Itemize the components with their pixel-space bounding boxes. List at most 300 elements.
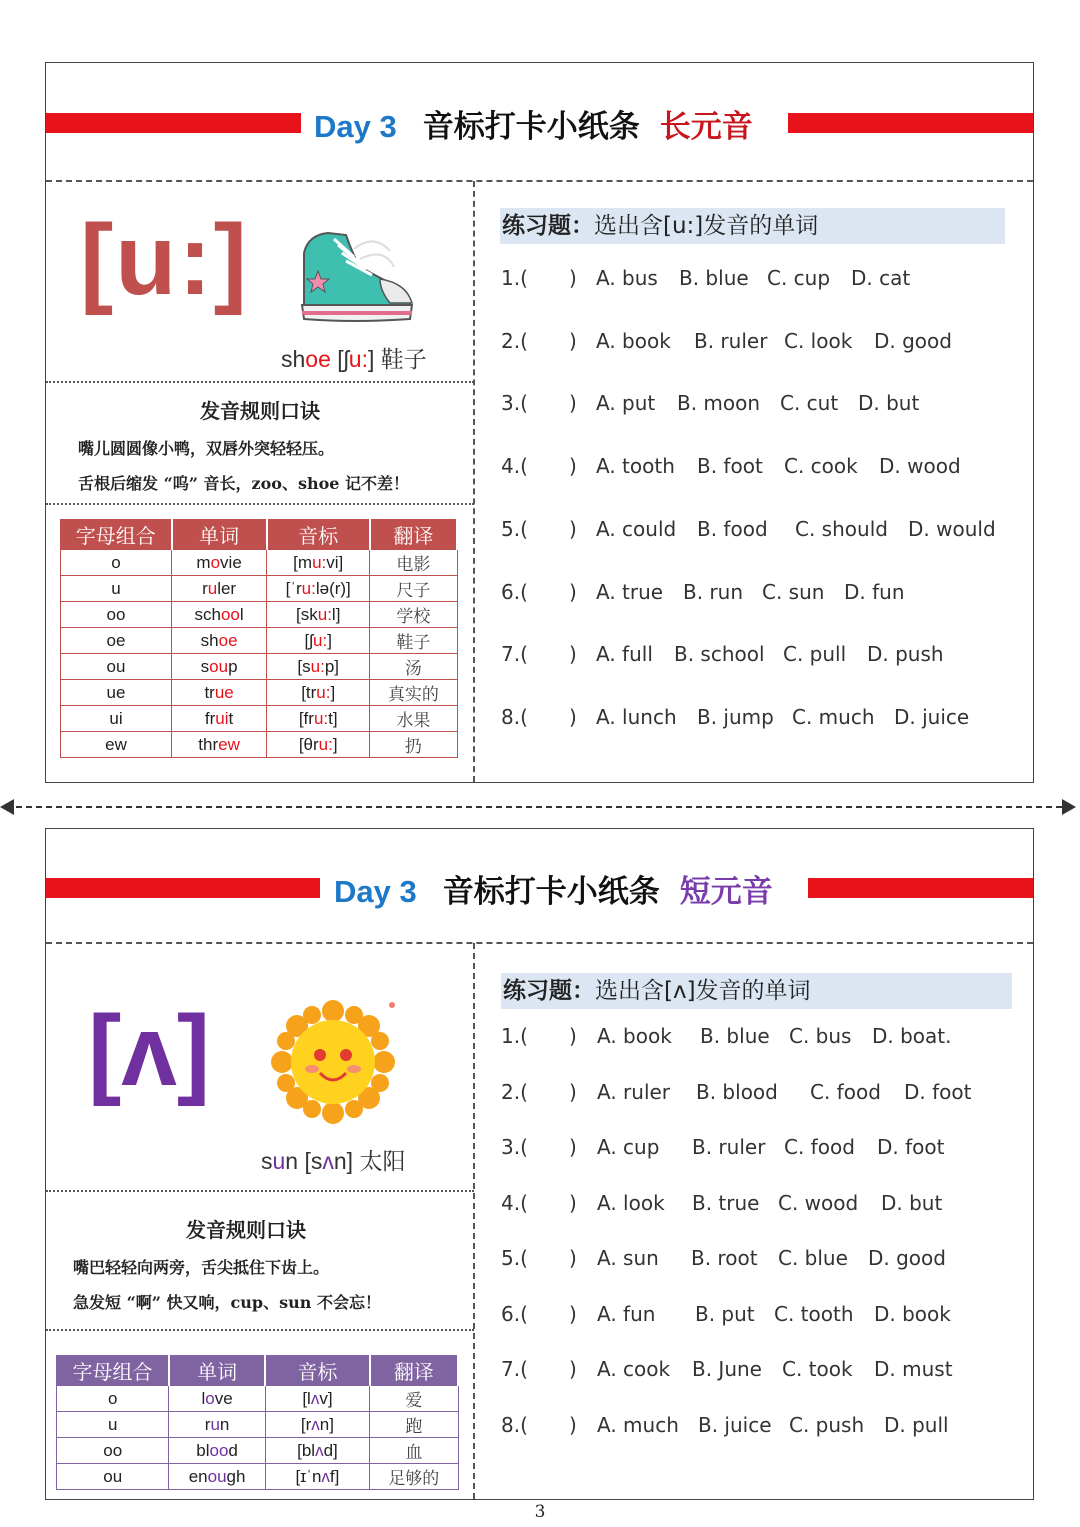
answer-option: C. wood <box>778 1190 859 1215</box>
word-part: en <box>188 1466 208 1486</box>
table-row <box>61 680 458 706</box>
table-row <box>61 576 458 602</box>
table-row <box>61 602 458 628</box>
ipa-part: [m <box>293 552 313 572</box>
word-part: s <box>261 1148 273 1174</box>
ipa-part: [ʃ <box>304 630 313 650</box>
answer-option: C. cup <box>767 266 831 290</box>
question-number: 5.( <box>501 516 528 541</box>
table-row <box>61 706 458 732</box>
word-part: thr <box>198 734 219 754</box>
rule-line-1: 嘴巴轻轻向两旁，舌尖抵住下齿上。 <box>73 1258 330 1277</box>
answer-option: C. cook <box>784 454 858 479</box>
word-part: r <box>204 1414 211 1434</box>
ipa-highlight: u: <box>316 682 331 702</box>
question-number: 3.( <box>501 1135 528 1159</box>
ipa-highlight: ʌ <box>322 1148 334 1174</box>
answer-option: D. but <box>881 1190 943 1215</box>
word-cell <box>172 706 267 732</box>
column-header: 音标 <box>265 1356 369 1386</box>
ipa-part: [l <box>302 1388 311 1408</box>
word-highlight: oo <box>220 604 240 624</box>
word-highlight: ou <box>207 1466 227 1486</box>
word-cell <box>172 732 267 758</box>
answer-option: A. full <box>596 642 653 667</box>
rule-title: 发音规则口诀 <box>186 1218 306 1242</box>
answer-option: A. could <box>596 516 677 541</box>
ipa-part: lə(r)] <box>315 578 351 598</box>
answer-option: C. cut <box>780 391 839 416</box>
translation-cell: 电影 <box>370 550 457 576</box>
word-part: n <box>285 1148 299 1174</box>
card-title: 音标打卡小纸条 <box>442 874 660 910</box>
answer-option: B. foot <box>697 454 763 479</box>
question-row <box>501 1413 1021 1441</box>
exercise-label: 练习题： <box>503 978 595 1004</box>
question-number: 1.( <box>501 266 528 290</box>
word-part: ler <box>217 578 237 598</box>
answer-option: C. food <box>784 1135 855 1159</box>
ipa-part: ] <box>330 682 336 702</box>
ipa-part: t] <box>328 708 338 728</box>
word-part: sch <box>194 604 221 624</box>
question-number: 8.( <box>501 1412 528 1437</box>
word-part: gh <box>226 1466 246 1486</box>
column-header: 单词 <box>169 1356 265 1386</box>
divider <box>46 180 1033 182</box>
word-highlight: ou <box>209 656 229 676</box>
question-row <box>501 391 1021 419</box>
answer-option: C. sun <box>762 579 825 604</box>
word-cell <box>169 1438 265 1464</box>
answer-blank: ) <box>569 1301 577 1326</box>
answer-option: A. put <box>596 391 656 416</box>
vowel-type-tag: 长元音 <box>659 109 753 145</box>
spelling-table <box>60 519 458 758</box>
question-number: 2.( <box>501 1079 528 1104</box>
ipa-part: [s <box>304 1148 323 1174</box>
column-divider <box>473 181 475 782</box>
answer-option: A. sun <box>597 1246 659 1270</box>
answer-option: D. foot <box>877 1135 945 1159</box>
header-bar-right <box>788 113 1033 133</box>
answer-option: C. took <box>782 1357 853 1381</box>
answer-option: A. fun <box>597 1301 656 1326</box>
ipa-highlight: u: <box>310 656 325 676</box>
answer-option: B. blood <box>696 1079 778 1104</box>
word-part: d <box>228 1440 238 1460</box>
card-header <box>46 63 1033 181</box>
translation-cell: 水果 <box>370 706 457 732</box>
ipa-part: vi] <box>326 552 344 572</box>
word-cell <box>172 628 267 654</box>
ipa-highlight: u: <box>301 578 316 598</box>
translation-cell: 跑 <box>370 1412 458 1438</box>
translation-cell: 爱 <box>370 1386 458 1412</box>
question-number: 2.( <box>501 328 528 353</box>
word-cell <box>172 654 267 680</box>
example-ipa <box>304 1148 353 1174</box>
answer-option: A. bus <box>596 266 658 290</box>
ipa-part: d] <box>323 1440 338 1460</box>
answer-blank: ) <box>569 1246 577 1270</box>
answer-blank: ) <box>569 579 577 604</box>
arrow-right-icon <box>1062 799 1076 815</box>
answer-option: C. should <box>795 516 888 541</box>
example-caption <box>261 1143 405 1176</box>
word-part: m <box>196 552 211 572</box>
vowel-type-tag: 短元音 <box>679 874 773 910</box>
ipa-cell <box>267 628 370 654</box>
answer-option: D. cat <box>851 266 911 290</box>
rule-title: 发音规则口诀 <box>200 399 320 423</box>
column-header: 字母组合 <box>57 1356 169 1386</box>
table-row <box>57 1464 459 1490</box>
letter-combo-cell: ou <box>57 1464 169 1490</box>
ipa-cell <box>265 1438 369 1464</box>
answer-option: C. food <box>810 1079 881 1104</box>
ipa-part: [bl <box>297 1440 316 1460</box>
word-highlight: oo <box>209 1440 229 1460</box>
table-row <box>61 628 458 654</box>
answer-blank: ) <box>569 704 577 729</box>
spelling-table <box>56 1355 459 1490</box>
question-row <box>501 1024 1021 1052</box>
exercise-prompt: 选出含[u:]发音的单词 <box>594 213 819 239</box>
answer-option: A. ruler <box>597 1079 671 1104</box>
question-row <box>501 1357 1021 1385</box>
answer-option: C. look <box>784 328 853 353</box>
ipa-cell <box>267 602 370 628</box>
word-part: s <box>200 656 210 676</box>
question-row <box>501 1302 1021 1330</box>
day-label: Day 3 <box>314 109 397 144</box>
example-meaning: 鞋子 <box>380 347 427 373</box>
answer-option: D. boat. <box>872 1024 952 1048</box>
question-number: 3.( <box>501 391 528 416</box>
answer-option: D. good <box>874 328 952 353</box>
divider <box>46 381 474 383</box>
translation-cell: 汤 <box>370 654 457 680</box>
rule-line-2: 急发短 “啊” 快又响，cup、sun 不会忘！ <box>73 1293 381 1312</box>
ipa-part: ] <box>332 734 338 754</box>
word-highlight: oe <box>218 630 238 650</box>
table-header-row <box>61 520 458 550</box>
answer-option: B. juice <box>698 1412 772 1437</box>
answer-option: D. push <box>867 642 944 667</box>
question-row <box>501 329 1021 357</box>
answer-blank: ) <box>569 391 577 416</box>
ipa-part: [s <box>297 656 311 676</box>
question-row <box>501 1246 1021 1274</box>
word-part: vie <box>220 552 242 572</box>
ipa-cell <box>267 706 370 732</box>
word-part: sh <box>281 346 306 372</box>
letter-combo-cell: oe <box>61 628 172 654</box>
sneaker-shoe-icon <box>294 223 416 323</box>
ipa-highlight: u: <box>313 708 329 728</box>
cut-line <box>6 806 1072 808</box>
header-title <box>334 866 773 911</box>
example-meaning: 太阳 <box>359 1149 406 1175</box>
letter-combo-cell: oo <box>61 602 172 628</box>
translation-cell: 学校 <box>370 602 457 628</box>
letter-combo-cell: oo <box>57 1438 169 1464</box>
answer-option: C. blue <box>778 1246 848 1270</box>
word-cell <box>172 602 267 628</box>
column-header: 翻译 <box>370 1356 458 1386</box>
word-cell <box>169 1412 265 1438</box>
answer-option: A. cup <box>597 1135 660 1159</box>
answer-option: C. bus <box>789 1024 852 1048</box>
word-part: r <box>202 578 208 598</box>
answer-blank: ) <box>569 266 577 290</box>
answer-option: A. true <box>596 579 664 604</box>
answer-option: B. blue <box>700 1024 770 1048</box>
ipa-cell <box>265 1464 369 1490</box>
letter-combo-cell: ue <box>61 680 172 706</box>
translation-cell: 真实的 <box>370 680 457 706</box>
word-highlight: ew <box>218 734 240 754</box>
word-part: t <box>228 708 234 728</box>
ipa-highlight: u: <box>348 346 368 372</box>
answer-option: A. look <box>597 1190 665 1215</box>
day-label: Day 3 <box>334 874 417 909</box>
word-cell <box>172 576 267 602</box>
word-highlight: ue <box>214 682 234 702</box>
question-number: 1.( <box>501 1024 528 1048</box>
table-row <box>57 1438 459 1464</box>
word-part: l <box>201 1388 206 1408</box>
exercise-label: 练习题： <box>502 213 594 239</box>
question-row <box>501 1080 1021 1108</box>
answer-option: B. ruler <box>692 1135 766 1159</box>
word-highlight: ui <box>215 708 229 728</box>
question-number: 6.( <box>501 1301 528 1326</box>
column-divider <box>473 943 475 1499</box>
answer-blank: ) <box>569 1135 577 1159</box>
translation-cell: 鞋子 <box>370 628 457 654</box>
word-part: p <box>228 656 238 676</box>
answer-option: D. would <box>908 516 996 541</box>
card-header <box>46 829 1033 947</box>
column-header: 翻译 <box>370 520 457 550</box>
ipa-part: [r <box>300 1414 312 1434</box>
exercise-title <box>501 973 1012 1009</box>
ipa-cell <box>267 550 370 576</box>
ipa-cell <box>265 1412 369 1438</box>
question-number: 6.( <box>501 579 528 604</box>
example-caption <box>281 341 427 374</box>
long-vowel-card <box>45 62 1034 783</box>
answer-option: A. much <box>597 1412 679 1437</box>
answer-option: D. fun <box>844 579 905 604</box>
ipa-part: [ɪˈn <box>295 1466 322 1486</box>
ipa-part: n] <box>333 1148 354 1174</box>
ipa-part: [θr <box>298 734 319 754</box>
ipa-part: [tr <box>301 682 317 702</box>
phonetic-symbol: [ʌ] <box>88 995 211 1107</box>
word-highlight: u <box>272 1148 286 1174</box>
answer-option: A. book <box>597 1024 672 1048</box>
answer-option: B. true <box>692 1190 760 1215</box>
rule-line-1: 嘴儿圆圆像小鸭，双唇外突轻轻压。 <box>78 439 335 458</box>
answer-blank: ) <box>569 642 577 667</box>
example-ipa <box>337 346 374 372</box>
translation-cell: 扔 <box>370 732 457 758</box>
answer-option: D. must <box>874 1357 953 1381</box>
header-title <box>314 101 753 146</box>
exercise-title <box>500 208 1005 244</box>
word-cell <box>172 550 267 576</box>
column-header: 字母组合 <box>61 520 172 550</box>
answer-blank: ) <box>569 1079 577 1104</box>
answer-blank: ) <box>569 1024 577 1048</box>
answer-blank: ) <box>569 516 577 541</box>
word-cell <box>169 1386 265 1412</box>
answer-option: A. tooth <box>596 454 675 479</box>
answer-option: D. book <box>874 1301 951 1326</box>
exercise-prompt: 选出含[ʌ]发音的单词 <box>595 978 811 1004</box>
letter-combo-cell: u <box>61 576 172 602</box>
divider <box>46 942 1033 944</box>
column-header: 音标 <box>267 520 370 550</box>
word-part: tr <box>204 682 215 702</box>
answer-option: B. moon <box>677 391 761 416</box>
answer-option: D. wood <box>879 454 961 479</box>
header-bar-left <box>46 113 301 133</box>
page-number: 3 <box>534 1502 546 1522</box>
question-row <box>501 1135 1021 1163</box>
short-vowel-card <box>45 828 1034 1500</box>
word-part: bl <box>196 1440 210 1460</box>
smiling-sun-icon <box>268 997 398 1127</box>
divider <box>46 1329 474 1331</box>
word-highlight: u <box>210 1414 220 1434</box>
answer-option: D. foot <box>904 1079 972 1104</box>
example-word <box>281 346 331 372</box>
column-header: 单词 <box>172 520 267 550</box>
ipa-part: [sk <box>296 604 318 624</box>
ipa-part: [fr <box>298 708 314 728</box>
answer-option: B. June <box>692 1357 762 1381</box>
answer-blank: ) <box>569 1357 577 1381</box>
word-highlight: o <box>205 1388 215 1408</box>
table-row <box>61 732 458 758</box>
question-number: 4.( <box>501 1190 528 1215</box>
translation-cell: 足够的 <box>370 1464 458 1490</box>
letter-combo-cell: ui <box>61 706 172 732</box>
question-row <box>501 1191 1021 1219</box>
ipa-cell <box>267 654 370 680</box>
answer-option: B. root <box>691 1246 758 1270</box>
answer-option: B. blue <box>679 266 749 290</box>
ipa-cell <box>267 680 370 706</box>
answer-option: C. pull <box>783 642 847 667</box>
ipa-highlight: u: <box>317 604 332 624</box>
word-part: sh <box>200 630 219 650</box>
answer-blank: ) <box>569 1190 577 1215</box>
answer-option: B. ruler <box>694 328 768 353</box>
letter-combo-cell: o <box>57 1386 169 1412</box>
question-row <box>501 580 1021 608</box>
card-title: 音标打卡小纸条 <box>422 109 640 145</box>
table-row <box>61 654 458 680</box>
answer-option: B. school <box>674 642 765 667</box>
ipa-highlight: u: <box>313 630 328 650</box>
header-bar-left <box>46 878 320 898</box>
example-word <box>261 1148 298 1174</box>
ipa-highlight: ʌ <box>311 1414 320 1434</box>
ipa-part: l] <box>331 604 341 624</box>
ipa-highlight: ʌ <box>310 1388 320 1408</box>
answer-option: B. food <box>697 516 768 541</box>
ipa-highlight: ʌ <box>321 1466 330 1486</box>
ipa-highlight: u: <box>312 552 327 572</box>
question-row <box>501 517 1021 545</box>
header-bar-right <box>808 878 1033 898</box>
answer-option: C. much <box>792 704 875 729</box>
answer-option: A. book <box>596 328 671 353</box>
answer-option: D. juice <box>894 704 970 729</box>
word-highlight: oe <box>305 346 331 372</box>
question-row <box>501 454 1021 482</box>
table-header-row <box>57 1356 459 1386</box>
word-part: fr <box>204 708 216 728</box>
answer-option: C. push <box>789 1412 865 1437</box>
ipa-part: v] <box>319 1388 333 1408</box>
ipa-part: f] <box>329 1466 340 1486</box>
rule-line-2: 舌根后缩发 “呜” 音长，zoo、shoe 记不差！ <box>78 474 410 493</box>
answer-option: B. run <box>683 579 744 604</box>
ipa-part: [ʃ <box>337 346 349 372</box>
question-row <box>501 705 1021 733</box>
table-row <box>61 550 458 576</box>
question-number: 8.( <box>501 704 528 729</box>
word-part: l <box>239 604 244 624</box>
ipa-part: ] <box>367 346 375 372</box>
question-number: 7.( <box>501 1357 528 1381</box>
letter-combo-cell: ou <box>61 654 172 680</box>
translation-cell: 尺子 <box>370 576 457 602</box>
letter-combo-cell: o <box>61 550 172 576</box>
table-row <box>57 1386 459 1412</box>
question-number: 7.( <box>501 642 528 667</box>
word-highlight: u <box>207 578 218 598</box>
answer-blank: ) <box>569 454 577 479</box>
table-row <box>57 1412 459 1438</box>
answer-option: C. tooth <box>774 1301 854 1326</box>
divider <box>46 1190 474 1192</box>
word-highlight: o <box>210 552 221 572</box>
word-cell <box>169 1464 265 1490</box>
question-row <box>501 642 1021 670</box>
ipa-part: p] <box>324 656 340 676</box>
question-number: 4.( <box>501 454 528 479</box>
answer-blank: ) <box>569 1412 577 1437</box>
ipa-cell <box>267 576 370 602</box>
divider <box>46 503 474 505</box>
answer-option: B. put <box>695 1301 755 1326</box>
word-cell <box>172 680 267 706</box>
letter-combo-cell: u <box>57 1412 169 1438</box>
letter-combo-cell: ew <box>61 732 172 758</box>
answer-option: D. pull <box>884 1412 949 1437</box>
answer-option: A. lunch <box>596 704 677 729</box>
answer-blank: ) <box>569 328 577 353</box>
ipa-highlight: ʌ <box>315 1440 324 1460</box>
ipa-highlight: u: <box>318 734 333 754</box>
